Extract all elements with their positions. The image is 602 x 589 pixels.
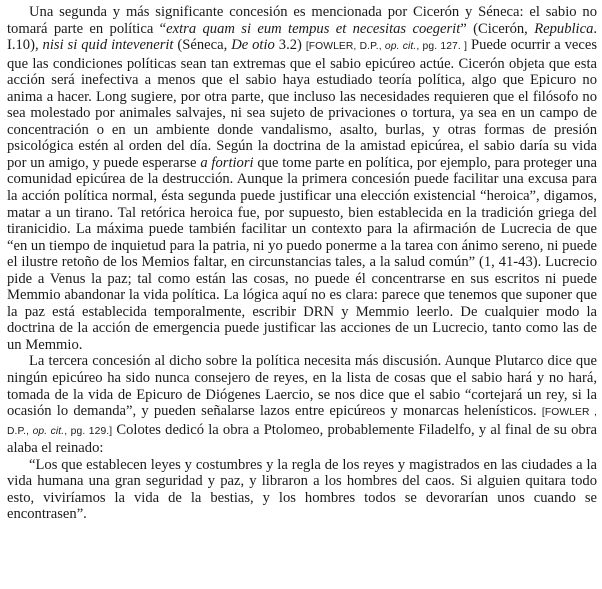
block-quote: “Los que establecen leyes y costumbres y la regla de los reyes y magistrados en las ciudades a la vida humana una gran seguridad y paz, y libraron a los hombres del caos. Si alguien quitara todo esto, viviríamos la vida de la bestias, y los hombres todos se devorarían unos cuando se encontrasen”. [7,456,597,523]
italic-phrase: a fortiori [200,154,254,171]
text-run: (Séneca, [173,37,232,54]
citation-text: [FOWLER , D.P., [7,407,598,437]
text-run: Puede ocurrir a veces que las condiciones políticas sean tan extremas que el sabio epicúreo actúe. Cicerón objeta que esta acción será inefectiva a menos que el sabio haya estudiado teoría política, algo que Epicuro no anima a hacer. Long sugiere, por otra parte, que incluso las necesidades requieren que el filósofo no sea molestado por animales salvajes, ni sea sujeto de privaciones o tortura, ya sea en un campo de concentración o en un ambiente donde vandalismo, asalto, burlas, y otras formas de presión psicológica estén al orden del día. Según la doctrina de la amistad epicúrea, el sabio daría su vida por un amigo, y puede esperarse [7,37,598,171]
text-run: Una segunda y más significante concesión es mencionada por Cicerón y Séneca: el sabio no tomará parte en política “ [7,4,597,37]
citation-text: , pg. 129.] [64,425,113,437]
latin-quote: extra quam si eum tempus et necesitas coegerit [166,20,461,37]
citation-text: [FOWLER, D.P., [305,41,385,53]
paragraph-1 [7,4,597,353]
document-page [7,4,597,523]
work-title: Republica [534,20,594,37]
citation-italic: op. cit. [32,425,65,437]
text-run: La tercera concesión al dicho sobre la política necesita más discusión. Aunque Plutarco dice que ningún epicúreo ha sido nunca consejero de reyes, en la lista de cosas que el sabio hará y no hará, tomada de la vida de Epicuro de Diógenes Laercio, se nos dice que el sabio “cortejará un rey, si la ocasión lo demanda”, y pueden señalarse lazos entre epicúreos y monarcas helenísticos. [7,353,597,420]
text-run: 3.2) [274,37,306,54]
text-run: Colotes dedicó la obra a Ptolomeo, probablemente Filadelfo, y al final de su obra alaba el reinado: [7,421,598,457]
paragraph-2 [7,353,597,456]
work-title: De otio [231,37,275,54]
text-run: . I.10), [7,20,598,54]
text-run: ” (Cicerón, [460,20,535,37]
citation-text: , pg. 127. ] [416,41,468,53]
text-run: que tome parte en política, por ejemplo, para proteger una comunidad epicúrea de la destrucción. Aunque la primera concesión puede facilitar una excusa para la acción política normal, ésta segunda puede justificar una elección existencial “heroica”, digamos, matar a un tirano. Tal retórica heroica fue, por supuesto, bien establecida en la tradición griega del tiranicidio. La máxima puede también facilitar un contexto para la afirmación de Lucrecia de que “en un tiempo de inquietud para la patria, ni yo puedo ponerme a la tarea con ánimo sereno, ni puede el ilustre retoño de los Memios faltar, en circunstancias tales, a la salud común” (1, 41-43). Lucrecio pide a Venus la paz; tal como están las cosas, no puede él concentrarse en sus escritos ni puede Memmio abandonar la vida política. La lógica aquí no es clara: parece que tenemos que suponer que la paz está establecida temporalmente, escribir DRN y Memmio leerlo. De cualquier modo la doctrina de la acción de emergencia puede justificar las acciones de un Lucrecio, tanto como las de un Memmio. [7,154,597,353]
citation-reference [306,41,467,52]
citation-italic: op. cit. [384,41,417,53]
latin-quote: nisi si quid intevenerit [42,37,174,54]
